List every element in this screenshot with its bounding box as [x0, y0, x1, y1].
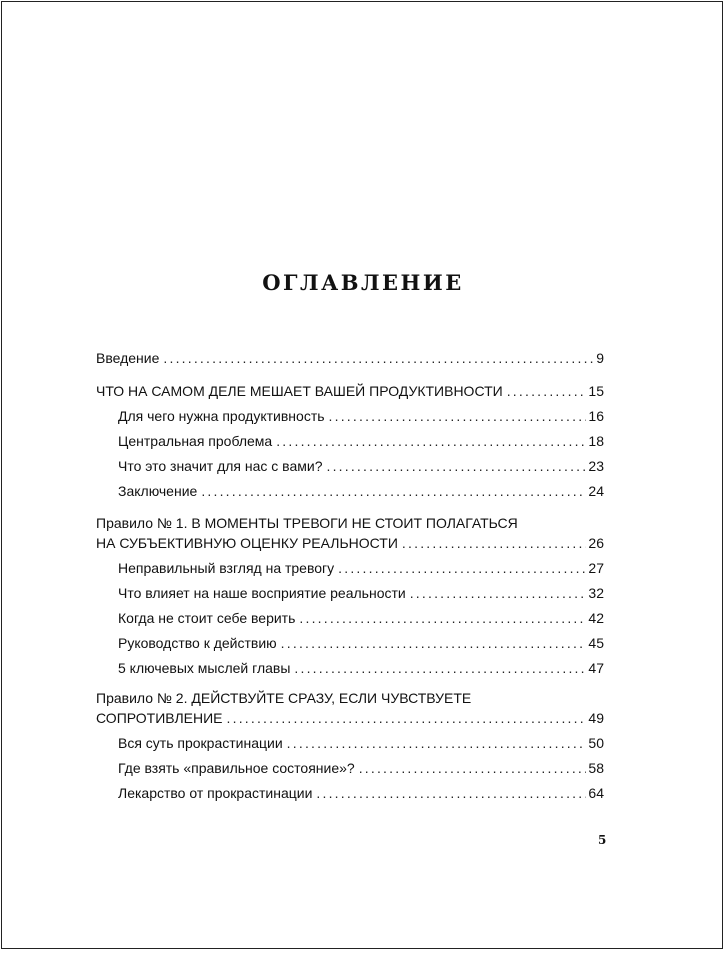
toc-entry-label: Что это значит для нас с вами? — [118, 458, 323, 474]
dot-leader — [227, 710, 587, 727]
toc-entry-label: Руководство к действию — [118, 635, 277, 651]
toc-subentry[interactable] — [118, 760, 604, 777]
toc-entry-intro[interactable] — [96, 350, 604, 367]
dot-leader — [402, 535, 587, 552]
toc-entry-label: 5 ключевых мыслей главы — [118, 660, 291, 676]
toc-entry-rule1-line1: Правило № 1. В МОМЕНТЫ ТРЕВОГИ НЕ СТОИТ ПОЛАГАТЬСЯ — [96, 515, 518, 531]
toc-entry-page: 18 — [588, 433, 604, 449]
toc-entry-label: НА СУБЪЕКТИВНУЮ ОЦЕНКУ РЕАЛЬНОСТИ — [96, 535, 398, 551]
toc-subentry[interactable] — [118, 408, 604, 425]
toc-entry-rule2[interactable] — [96, 710, 604, 727]
toc-entry-page: 58 — [588, 760, 604, 776]
toc-subentry[interactable] — [118, 433, 604, 450]
toc-entry-page: 23 — [588, 458, 604, 474]
dot-leader — [410, 585, 587, 602]
toc-entry-page: 50 — [588, 735, 604, 751]
toc-entry-page: 64 — [588, 785, 604, 801]
toc-entry-page: 32 — [588, 585, 604, 601]
page-title: ОГЛАВЛЕНИЕ — [262, 270, 464, 295]
toc-entry-part1[interactable] — [96, 383, 604, 400]
dot-leader — [329, 408, 587, 425]
dot-leader — [326, 458, 586, 475]
dot-leader — [276, 433, 586, 450]
dot-leader — [163, 350, 594, 367]
toc-entry-label: Центральная проблема — [118, 433, 273, 449]
toc-entry-page: 26 — [588, 535, 604, 551]
toc-entry-label: Когда не стоит себе верить — [118, 610, 296, 626]
toc-subentry[interactable] — [118, 585, 604, 602]
toc-entry-label: Неправильный взгляд на тревогу — [118, 560, 335, 576]
toc-subentry[interactable] — [118, 635, 604, 652]
toc-subentry[interactable] — [118, 610, 604, 627]
toc-entry-rule2-line1: Правило № 2. ДЕЙСТВУЙТЕ СРАЗУ, ЕСЛИ ЧУВСТВУЕТЕ — [96, 690, 472, 706]
toc-entry-rule1[interactable] — [96, 535, 604, 552]
toc-entry-page: 45 — [588, 635, 604, 651]
dot-leader — [294, 660, 586, 677]
toc-entry-label: Введение — [96, 350, 160, 366]
toc-entry-page: 24 — [588, 483, 604, 499]
toc-entry-label: СОПРОТИВЛЕНИЕ — [96, 710, 223, 726]
toc-entry-label: Лекарство от прокрастинации — [118, 785, 313, 801]
dot-leader — [338, 560, 586, 577]
toc-subentry[interactable] — [118, 660, 604, 677]
toc-subentry[interactable] — [118, 785, 604, 802]
toc-entry-label: Что влияет на наше восприятие реальности — [118, 585, 406, 601]
dot-leader — [281, 635, 587, 652]
toc-entry-page: 16 — [588, 408, 604, 424]
toc-entry-page: 42 — [588, 610, 604, 626]
toc-entry-page: 27 — [588, 560, 604, 576]
page-number: 5 — [598, 833, 607, 847]
toc-entry-label: ЧТО НА САМОМ ДЕЛЕ МЕШАЕТ ВАШЕЙ ПРОДУКТИВНОСТИ — [96, 383, 503, 399]
toc-entry-page: 47 — [588, 660, 604, 676]
dot-leader — [299, 610, 586, 627]
toc-entry-page: 9 — [596, 350, 604, 366]
dot-leader — [201, 483, 586, 500]
page-frame — [1, 1, 723, 949]
toc-subentry[interactable] — [118, 560, 604, 577]
dot-leader — [287, 735, 587, 752]
toc-entry-label: Для чего нужна продуктивность — [118, 408, 325, 424]
toc-entry-label: Заключение — [118, 483, 198, 499]
dot-leader — [316, 785, 586, 802]
toc-subentry[interactable] — [118, 735, 604, 752]
toc-entry-page: 49 — [588, 710, 604, 726]
toc-entry-label: Где взять «правильное состояние»? — [118, 760, 355, 776]
toc-subentry[interactable] — [118, 458, 604, 475]
toc-subentry[interactable] — [118, 483, 604, 500]
toc-entry-page: 15 — [588, 383, 604, 399]
dot-leader — [359, 760, 587, 777]
dot-leader — [507, 383, 587, 400]
toc-entry-label: Вся суть прокрастинации — [118, 735, 283, 751]
